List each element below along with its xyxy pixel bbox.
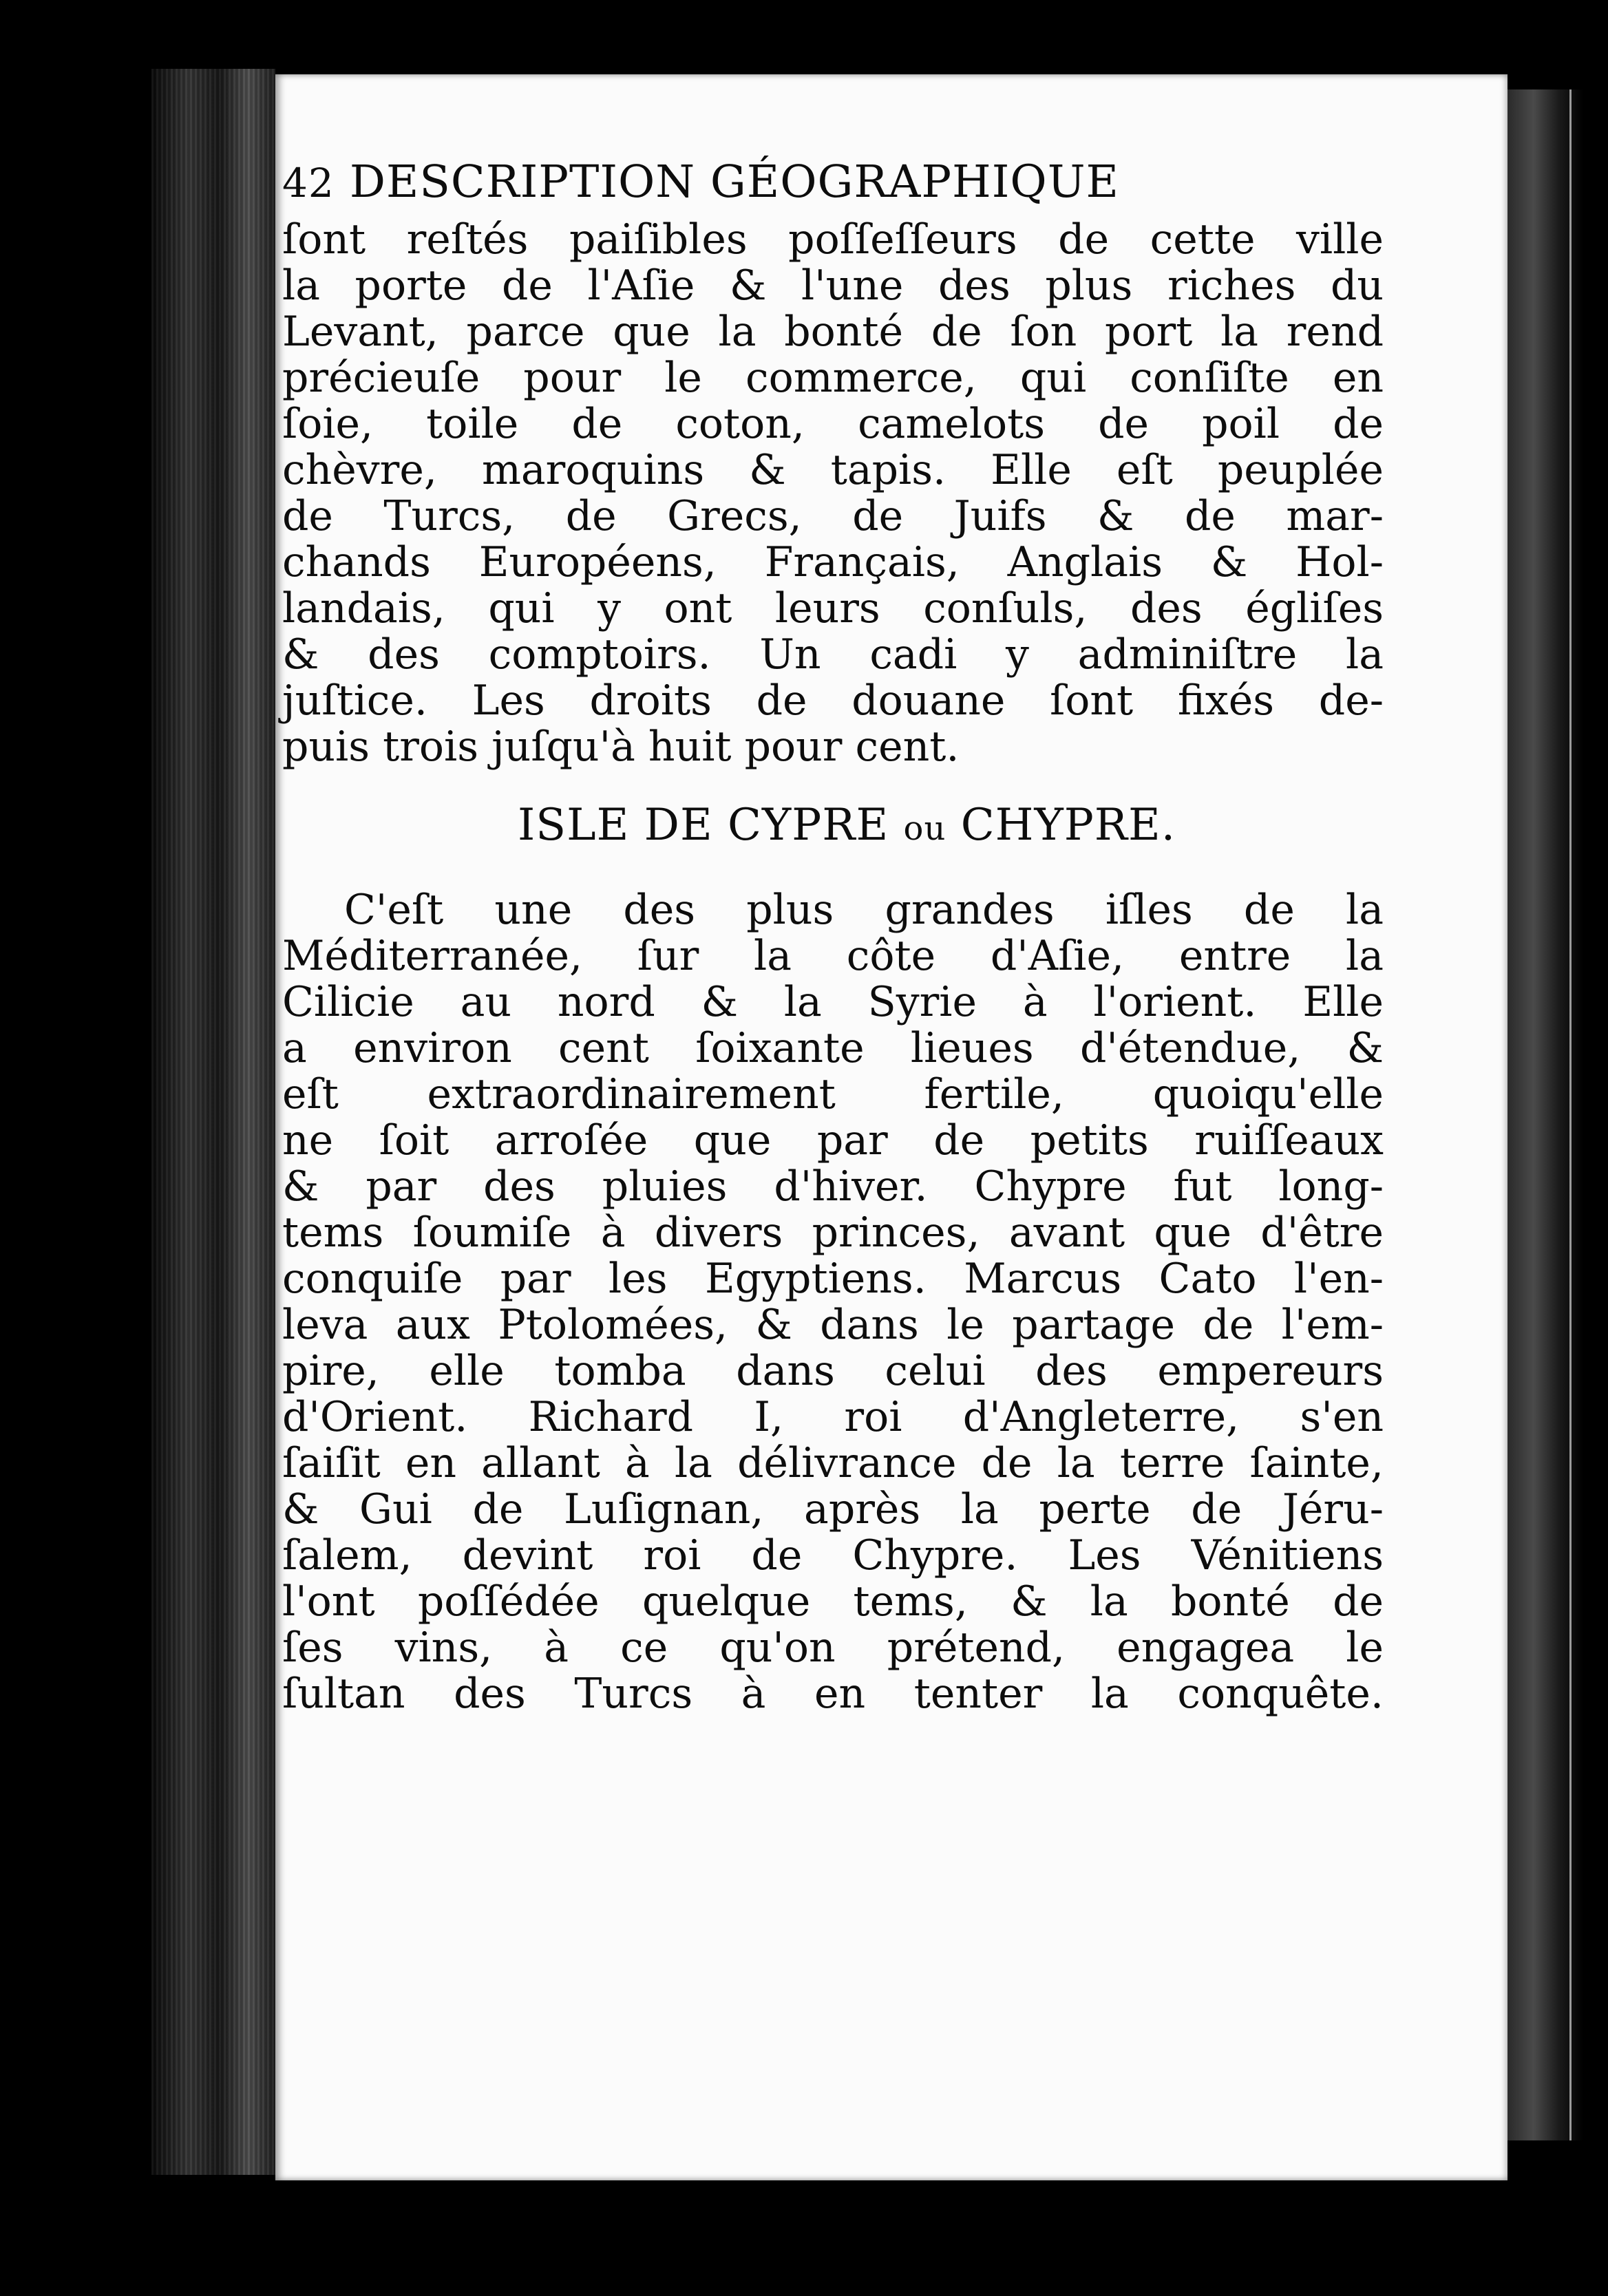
text-line: tems ſoumiſe à divers princes, avant que d'être [282,1209,1384,1257]
text-line: précieuſe pour le commerce, qui conſiſte en [282,354,1384,402]
running-title: DESCRIPTION GÉOGRAPHIQUE [349,156,1119,208]
text-line: ſes vins, à ce qu'on prétend, engagea le [282,1624,1384,1672]
text-line: Cilicie au nord & la Syrie à l'orient. Elle [282,978,1384,1026]
text-line: Méditerranée, ſur la côte d'Aſie, entre la [282,932,1384,980]
text-line: ſaiſit en allant à la délivrance de la terre ſainte, [282,1439,1384,1487]
text-line: chèvre, maroquins & tapis. Elle eſt peuplée [282,446,1384,494]
section-title-conjunction: ou [903,809,946,848]
paragraph-1 [282,217,1384,770]
text-line: ſoie, toile de coton, camelots de poil de [282,400,1384,448]
text-line: d'Orient. Richard I, roi d'Angleterre, s'en [282,1393,1384,1441]
text-line: a environ cent ſoixante lieues d'étendue, & [282,1024,1384,1072]
adjacent-page-edge [1501,89,1583,2140]
text-line: Levant, parce que la bonté de ſon port la rend [282,308,1384,356]
page-text [282,148,1384,1717]
text-line: puis trois juſqu'à huit pour cent. [282,723,960,771]
section-heading [282,798,1384,853]
text-line: pire, elle tomba dans celui des empereurs [282,1347,1384,1395]
text-line: de Turcs, de Grecs, de Juifs & de mar- [282,492,1384,540]
page-number: 42 [282,160,335,206]
text-line: la porte de l'Aſie & l'une des plus riches du [282,262,1384,310]
text-line: landais, qui y ont leurs conſuls, des égliſes [282,584,1384,633]
running-header [282,148,1384,217]
section-title-main: ISLE DE CYPRE [517,800,889,851]
text-line: & Gui de Luſignan, après la perte de Jéru- [282,1485,1384,1533]
text-line: ſultan des Turcs à en tenter la conquête. [282,1670,1384,1718]
text-line: eſt extraordinairement fertile, quoiqu'elle [282,1070,1384,1118]
text-line: conquiſe par les Egyptiens. Marcus Cato l'en- [282,1255,1384,1303]
text-line: l'ont poſſédée quelque tems, & la bonté de [282,1577,1384,1626]
text-line: leva aux Ptolomées, & dans le partage de l'em- [282,1301,1384,1349]
text-line: & par des pluies d'hiver. Chypre fut long- [282,1162,1384,1211]
text-line: chands Européens, Français, Anglais & Hol- [282,538,1384,586]
text-line: C'eſt une des plus grandes iſles de la [344,886,1384,934]
text-line: ſalem, devint roi de Chypre. Les Vénitiens [282,1531,1384,1580]
book-spine-edge [151,69,275,2175]
text-line: ne ſoit arroſée que par de petits ruiſſeaux [282,1116,1384,1165]
text-line: ſont reſtés paiſibles poſſeſſeurs de cette ville [282,215,1384,264]
text-line: juſtice. Les droits de douane ſont fixés de- [282,677,1384,725]
paragraph-2 [282,887,1384,1717]
section-title-alternate: CHYPRE. [960,800,1176,851]
text-line: & des comptoirs. Un cadi y adminiſtre la [282,630,1384,679]
